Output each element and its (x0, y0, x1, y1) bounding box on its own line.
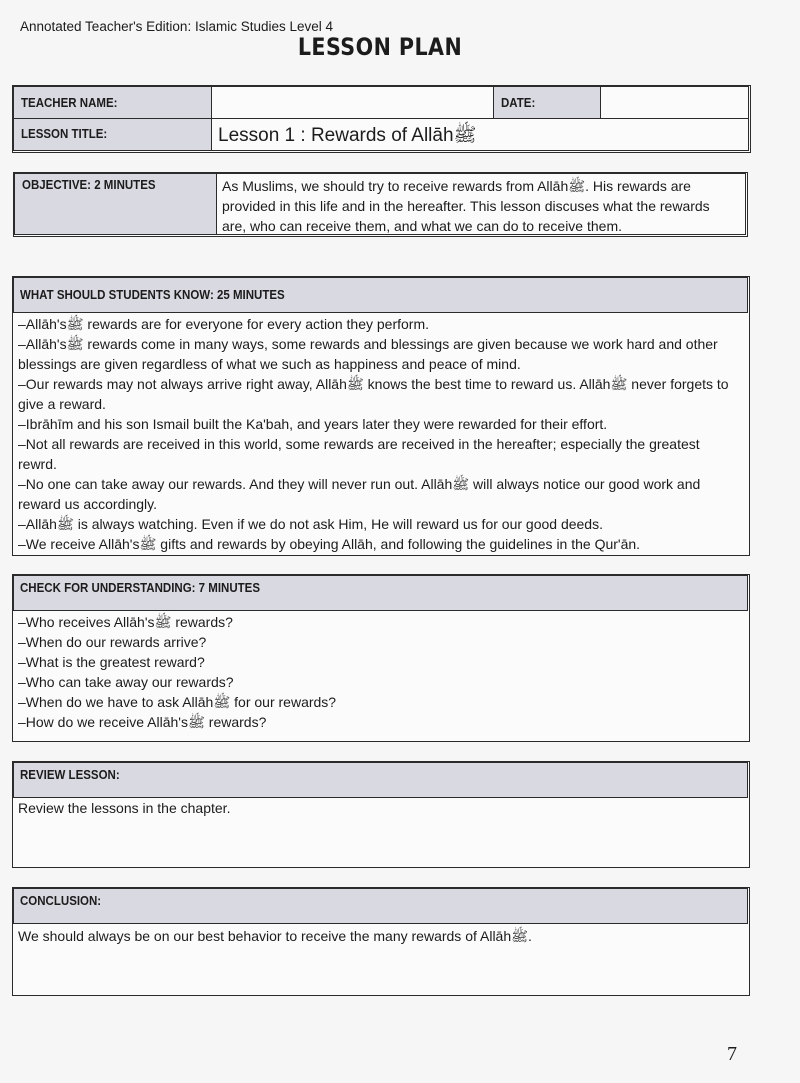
check-question-3: –What is the greatest reward? (18, 654, 205, 670)
know-line-1: –Allāh'sﷺ rewards are for everyone for every action they perform. (18, 316, 429, 332)
know-line-2: –Allāh'sﷺ rewards come in many ways, some rewards and blessings are given because we work hard and other blessings are given regardless of what we such as happiness and peace of mind. (18, 336, 718, 372)
know-line-7: –Allāhﷺ is always watching. Even if we do not ask Him, He will reward us for our good deeds. (18, 516, 603, 532)
objective-text: As Muslims, we should try to receive rewards from Allāhﷺ. His rewards are provided in this life and in the hereafter. This lesson discuses what the rewards are, who can receive them, and what we can do to receive them. (222, 178, 710, 234)
check-question-6: –How do we receive Allāh'sﷺ rewards? (18, 714, 267, 730)
lesson-title-value: Lesson 1 : Rewards of Allāhﷺ (218, 125, 477, 146)
know-line-3: –Our rewards may not always arrive right away, Allāhﷺ knows the best time to reward us. Allāhﷺ never forgets to give a reward. (18, 376, 729, 412)
teacher-name-label-cell (13, 86, 212, 119)
know-line-6: –No one can take away our rewards. And they will never run out. Allāhﷺ will always notice our good work and reward us accordingly. (18, 476, 701, 512)
review-lesson-table (12, 761, 750, 868)
conclusion-label: CONCLUSION: (20, 894, 102, 908)
know-line-4: –Ibrāhīm and his son Ismail built the Ka'bah, and years later they were rewarded for their effort. (18, 416, 608, 432)
know-line-5: –Not all rewards are received in this world, some rewards are received in the hereafter; especially the greatest rewrd. (18, 436, 700, 472)
know-line-8: –We receive Allāh'sﷺ gifts and rewards by obeying Allāh, and following the guidelines in the Qur'ān. (18, 536, 641, 552)
page-title: LESSON PLAN (297, 33, 463, 61)
teacher-name-field[interactable] (211, 86, 494, 119)
conclusion-header (13, 888, 748, 924)
review-lesson-header (13, 762, 748, 798)
page-number: 7 (727, 1043, 737, 1065)
check-question-5: –When do we have to ask Allāhﷺ for our rewards? (18, 694, 337, 710)
lesson-title-label-cell (13, 118, 212, 151)
check-understanding-table (12, 574, 750, 742)
objective-label: OBJECTIVE: 2 MINUTES (22, 178, 156, 192)
date-field[interactable] (600, 86, 749, 119)
check-understanding-label: CHECK FOR UNDERSTANDING: 7 MINUTES (20, 581, 261, 595)
info-table (12, 85, 751, 153)
students-know-table (12, 276, 750, 556)
lesson-title-label: LESSON TITLE: (21, 127, 108, 141)
running-title: Annotated Teacher's Edition: Islamic Studies Level 4 (20, 19, 334, 34)
conclusion-table (12, 887, 750, 996)
check-question-4: –Who can take away our rewards? (18, 674, 234, 690)
students-know-header (13, 277, 748, 313)
teacher-name-label: TEACHER NAME: (21, 96, 118, 110)
check-understanding-body (18, 612, 336, 732)
objective-text-cell (216, 173, 746, 235)
lesson-title-field (211, 118, 749, 151)
objective-table (13, 172, 748, 237)
students-know-body (18, 314, 743, 554)
review-lesson-label: REVIEW LESSON: (20, 768, 120, 782)
review-lesson-text: Review the lessons in the chapter. (18, 800, 231, 816)
check-understanding-header (13, 575, 748, 611)
students-know-label: WHAT SHOULD STUDENTS KNOW: 25 MINUTES (20, 288, 285, 302)
date-label-cell (493, 86, 601, 119)
objective-label-cell (14, 173, 217, 235)
check-question-2: –When do our rewards arrive? (18, 634, 207, 650)
check-question-1: –Who receives Allāh'sﷺ rewards? (18, 614, 233, 630)
date-label: DATE: (501, 96, 536, 110)
conclusion-text: We should always be on our best behavior to receive the many rewards of Allāhﷺ. (18, 928, 532, 944)
